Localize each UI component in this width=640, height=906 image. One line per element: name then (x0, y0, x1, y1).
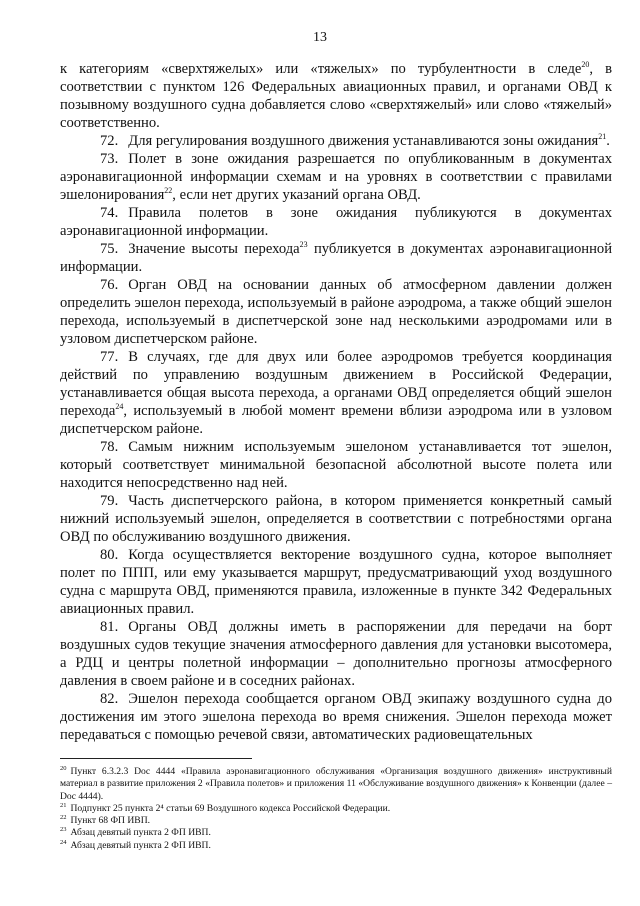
paragraph-81 (60, 618, 612, 690)
footnote-23 (60, 827, 612, 839)
footnote-text: Пункт 6.3.2.3 Doc 4444 «Правила аэронавигационного обслуживания «Организация воздушного движения» инструктивный материал в развитие приложения 2 «Правила полетов» и приложения 11 «Обслуживание воздушного движения» к Конвенции (далее – Doc 4444). (60, 766, 612, 802)
footnote-ref-21: 21 (598, 132, 607, 141)
paragraph-text: Значение высоты перехода (128, 241, 300, 257)
paragraph-77 (60, 348, 612, 438)
footnote-text: Абзац девятый пункта 2 ФП ИВП. (70, 827, 211, 839)
paragraph-text: публикуется в документах аэронавигационной информации. (60, 241, 613, 275)
paragraph-text: , в соответствии с пунктом 126 Федеральных авиационных правил, и органами ОВД к позывному воздушного судна добавляется слово «сверхтяжелый» или слово «тяжелый» соответственно. (60, 61, 612, 131)
footnote-mark: 24 (60, 838, 67, 846)
footnote-text: Абзац девятый пункта 2 ФП ИВП. (70, 839, 211, 851)
footnote-mark: 21 (60, 801, 67, 809)
body-text (60, 60, 612, 744)
footnote-ref-23: 23 (299, 240, 308, 249)
paragraph-text: Самым нижним используемым эшелоном устанавливается тот эшелон, который соответствует минимальной безопасной абсолютной высоте полета или находится непосредственно над ней. (60, 439, 612, 491)
paragraph-text: . (606, 133, 610, 149)
paragraph-80 (60, 546, 612, 618)
paragraph-number: 75. (100, 241, 119, 257)
paragraph-number: 82. (100, 691, 119, 707)
paragraph-75 (60, 240, 612, 276)
paragraph-number: 72. (100, 133, 119, 149)
paragraph-text: Для регулирования воздушного движения устанавливаются зоны ожидания (128, 133, 599, 149)
paragraph-text: , если нет других указаний органа ОВД. (172, 187, 421, 203)
footnote-20 (60, 766, 612, 803)
paragraph-73 (60, 150, 612, 204)
paragraph-text: к категориям «сверхтяжелых» или «тяжелых» по турбулентности в следе (60, 61, 582, 77)
footnote-text: Подпункт 25 пункта 2⁴ статьи 69 Воздушного кодекса Российской Федерации. (70, 802, 391, 814)
footnote-ref-24: 24 (115, 402, 124, 411)
paragraph-text: Орган ОВД на основании данных об атмосферном давлении должен определить эшелон перехода, используемый в районе аэродрома, а также общий эшелон перехода, используемый в диспетчерской зоне над несколькими аэродромами или в узловом диспетчерском районе. (60, 277, 612, 347)
footnote-ref-22: 22 (164, 186, 173, 195)
footnote-mark: 23 (60, 826, 67, 834)
paragraph-text: Эшелон перехода сообщается органом ОВД экипажу воздушного судна до достижения им этого эшелона перехода во время снижения. Эшелон перехода может передаваться с помощью речевой связи, автоматических радиовещательных (60, 691, 612, 743)
paragraph-82 (60, 690, 612, 744)
paragraph-text: Полет в зоне ожидания разрешается по опубликованным в документах аэронавигационной информации схемам и на уровнях в соответствии с правилами эшелонирования (60, 151, 612, 203)
paragraph-text: В случаях, где для двух или более аэродромов требуется координация действий по управлению воздушным движением в Российской Федерации, устанавливается общая высота перехода, а органами ОВД определяется общий эшелон перехода (60, 349, 612, 419)
paragraph-text: Правила полетов в зоне ожидания публикуются в документах аэронавигационной информации. (60, 205, 612, 239)
footnote-21 (60, 803, 612, 815)
paragraph-text: Органы ОВД должны иметь в распоряжении для передачи на борт воздушных судов текущие значения атмосферного давления для установки высотомера, а РДЦ и центры полетной информации – дополнительно прогнозы атмосферного давления в своем районе и в соседних районах. (60, 619, 612, 689)
footnote-mark: 20 (60, 765, 67, 772)
paragraph-76 (60, 276, 612, 348)
footnote-text: Пункт 68 ФП ИВП. (70, 815, 151, 827)
footnote-divider (60, 758, 252, 759)
footnotes (60, 766, 612, 852)
paragraph-text: Часть диспетчерского района, в котором применяется конкретный самый нижний используемый эшелон, определяется в соответствии с потребностями органа ОВД по обслуживанию воздушного движения. (60, 493, 612, 545)
paragraph-text: Когда осуществляется векторение воздушного судна, которое выполняет полет по ППП, или ему указывается маршрут, предусматривающий уход воздушного судна с маршрута ОВД, применяются правила, изложенные в пункте 342 Федеральных авиационных правил. (60, 547, 612, 617)
paragraph-74 (60, 204, 612, 240)
paragraph-number: 79. (100, 493, 119, 509)
paragraph-number: 78. (100, 439, 119, 455)
paragraph-79 (60, 492, 612, 546)
footnote-24 (60, 840, 612, 852)
paragraph-text: , используемый в любой момент времени вблизи аэродрома или в узловом диспетчерском районе. (60, 403, 612, 437)
paragraph-number: 80. (100, 547, 119, 563)
paragraph-number: 74. (100, 205, 119, 221)
paragraph-number: 81. (100, 619, 119, 635)
page-number: 13 (313, 30, 327, 45)
footnote-ref-20: 20 (581, 60, 590, 69)
paragraph-number: 76. (100, 277, 119, 293)
paragraph-number: 73. (100, 151, 119, 167)
footnote-22 (60, 815, 612, 827)
footnote-mark: 22 (60, 814, 67, 822)
paragraph-number: 77. (100, 349, 119, 365)
paragraph-72 (60, 132, 612, 150)
paragraph-78 (60, 438, 612, 492)
paragraph-continuation (60, 60, 612, 132)
